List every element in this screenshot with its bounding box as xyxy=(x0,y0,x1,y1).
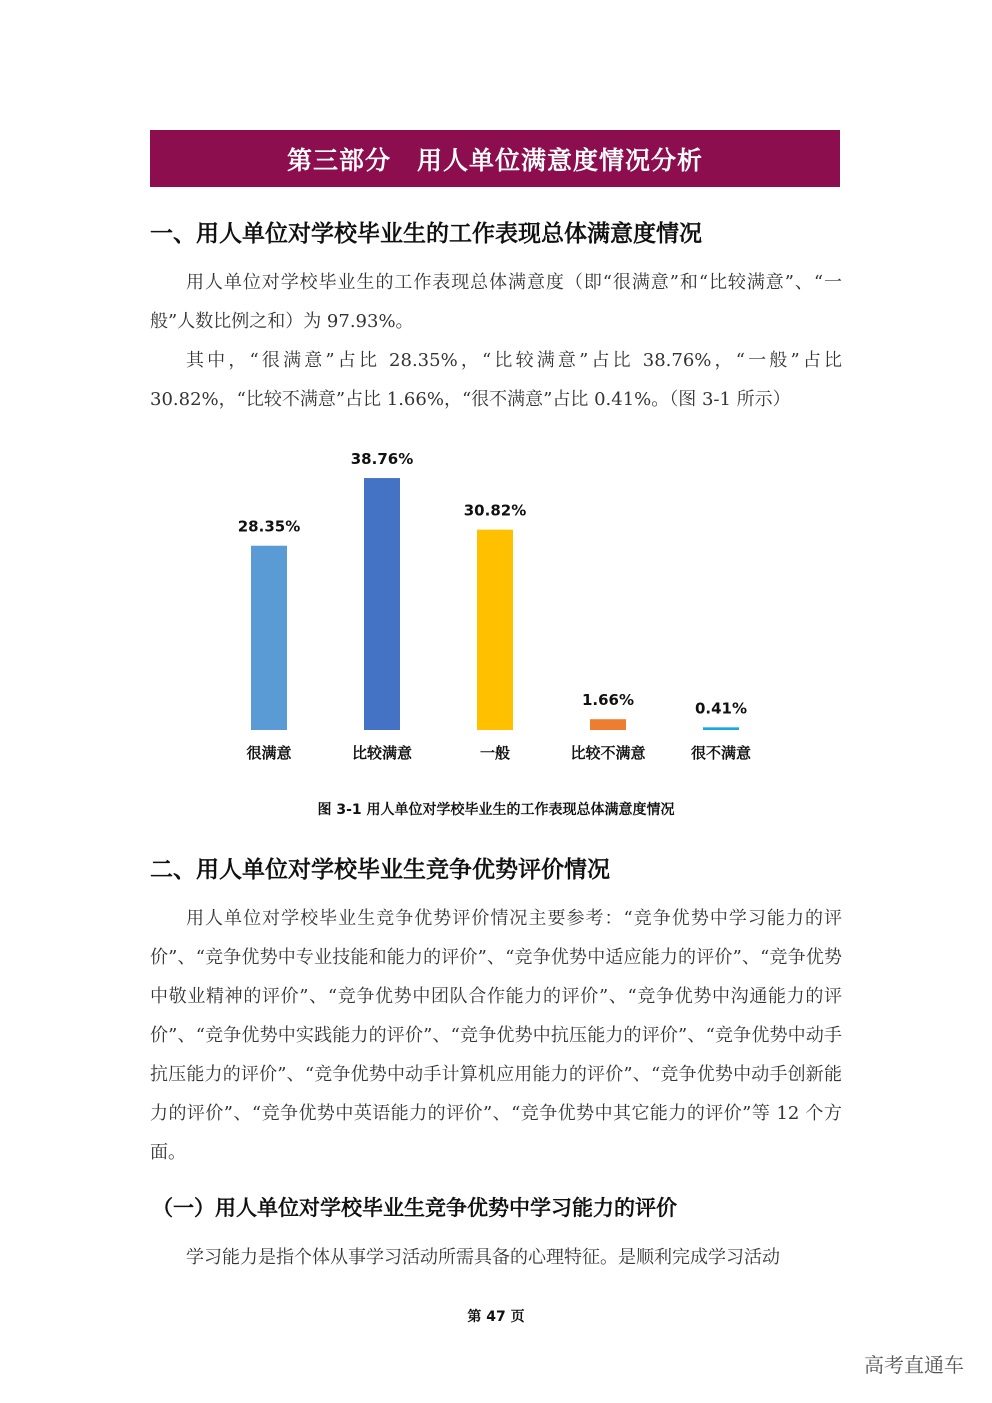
category-label-0: 很满意 xyxy=(246,744,292,762)
paragraph-overall-satisfaction: 用人单位对学校毕业生的工作表现总体满意度（即“很满意”和“比较满意”、“一般”人数比例之和）为 97.93%。 xyxy=(150,272,842,332)
satisfaction-bar-chart xyxy=(150,430,842,770)
section-banner: 第三部分 用人单位满意度情况分析 xyxy=(150,130,840,187)
paragraph-satisfaction-breakdown: 其中，“很满意”占比 28.35%，“比较满意”占比 38.76%，“一般”占比 30.82%，“比较不满意”占比 1.66%，“很不满意”占比 0.41%。（图 3-1 所示） xyxy=(150,350,842,410)
category-label-4: 很不满意 xyxy=(690,744,752,762)
figure-caption: 图 3-1 用人单位对学校毕业生的工作表现总体满意度情况 xyxy=(317,802,675,818)
category-label-3: 比较不满意 xyxy=(570,744,646,762)
bar-4 xyxy=(703,727,739,730)
paragraph-competitive-advantage: 用人单位对学校毕业生竞争优势评价情况主要参考：“竞争优势中学习能力的评价”、“竞争优势中专业技能和能力的评价”、“竞争优势中适应能力的评价”、“竞争优势中敬业精神的评价”、“竞争优势中团队合作能力的评价”、“竞争优势中沟通能力的评价”、“竞争优势中实践能力的评价”、“竞争优势中抗压能力的评价”、“竞争优势中动手抗压能力的评价”、“竞争优势中动手计算机应用能力的评价”、“竞争优势中动手创新能力的评价”、“竞争优势中英语能力的评价”、“竞争优势中其它能力的评价”等 12 个方面。 xyxy=(150,908,842,1163)
watermark: 高考直通车 xyxy=(864,1353,964,1377)
bar-2 xyxy=(477,530,513,730)
bar-0 xyxy=(251,546,287,730)
data-label-1: 38.76% xyxy=(350,450,414,469)
bar-3 xyxy=(590,719,626,730)
subheading-learning-ability: （一）用人单位对学校毕业生竞争优势中学习能力的评价 xyxy=(152,1196,677,1220)
heading-satisfaction: 一、用人单位对学校毕业生的工作表现总体满意度情况 xyxy=(150,221,702,247)
category-label-1: 比较满意 xyxy=(351,744,413,762)
category-label-2: 一般 xyxy=(479,744,511,762)
heading-competitive-advantage: 二、用人单位对学校毕业生竞争优势评价情况 xyxy=(150,857,610,883)
bar-1 xyxy=(364,478,400,730)
data-label-0: 28.35% xyxy=(237,517,301,536)
data-label-4: 0.41% xyxy=(694,699,748,718)
page-number: 第 47 页 xyxy=(467,1309,525,1325)
data-label-3: 1.66% xyxy=(581,691,635,710)
data-label-2: 30.82% xyxy=(463,501,527,520)
paragraph-learning-ability: 学习能力是指个体从事学习活动所需具备的心理特征。是顺利完成学习活动 xyxy=(186,1247,780,1268)
